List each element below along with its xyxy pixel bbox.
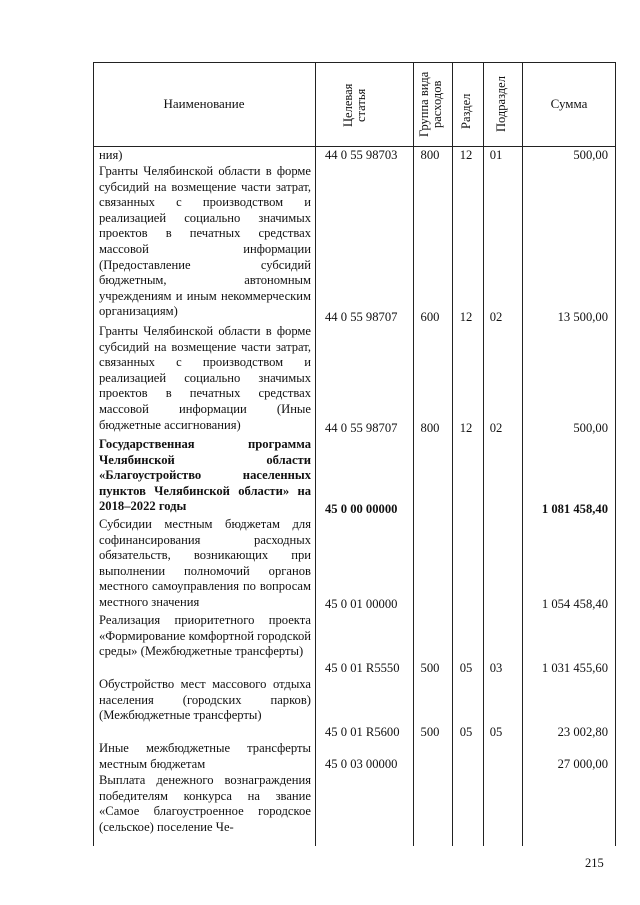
table-row [93, 164, 616, 324]
row-name: Государственная программа Челябинской области «Благоустройство населенных пунктов Челябинской области» на 2018–2022 годы [99, 437, 315, 514]
row-sum: 27 000,00 [557, 757, 608, 771]
row-sum: 1 081 458,40 [541, 502, 608, 516]
table-row [93, 148, 616, 164]
row-code: 45 0 00 00000 [325, 502, 398, 516]
row-sum: 13 500,00 [557, 310, 608, 324]
header-expense-group: Группа вида расходов [417, 71, 444, 137]
row-code: 44 0 55 98703 [325, 148, 398, 162]
header-target-article: Целевая статья [341, 83, 368, 127]
row-section: 12 [459, 310, 473, 324]
table-row [93, 324, 616, 436]
row-subsection: 01 [489, 148, 503, 162]
row-code: 45 0 01 R5550 [325, 661, 400, 675]
row-subsection: 03 [489, 661, 503, 675]
row-group: 500 [420, 725, 440, 739]
header-divider [93, 146, 616, 147]
row-section: 12 [459, 148, 473, 162]
table-row [93, 773, 616, 845]
row-sum: 1 031 455,60 [541, 661, 608, 675]
row-name: Гранты Челябинской области в форме субсидий на возмещение части затрат, связанных с производством и реализацией социально значимых проектов в печатных средствах массовой информации (Предоставление субсидий бюджетным, автономным учреждениям и иным некоммерческим организациям) [99, 164, 315, 319]
row-sum: 500,00 [573, 148, 608, 162]
row-group: 800 [420, 421, 440, 435]
table-row [93, 741, 616, 773]
row-code: 44 0 55 98707 [325, 310, 398, 324]
row-name: Выплата денежного вознаграждения победителям конкурса на звание «Самое благоустроенное городское (сельское) поселение Че- [99, 773, 315, 834]
table-row [93, 677, 616, 741]
row-group: 800 [420, 148, 440, 162]
row-code: 45 0 01 R5600 [325, 725, 400, 739]
row-name: Гранты Челябинской области в форме субсидий на возмещение части затрат, связанных с производством и реализацией социально значимых проектов в печатных средствах массовой информации (Иные бюджетные ассигнования) [99, 324, 315, 432]
row-subsection: 05 [489, 725, 503, 739]
row-code: 44 0 55 98707 [325, 421, 398, 435]
row-section: 05 [459, 661, 473, 675]
row-code: 45 0 03 00000 [325, 757, 398, 771]
row-group: 600 [420, 310, 440, 324]
row-name: Обустройство мест массового отдыха населения (городских парков) (Межбюджетные трансферты) [99, 677, 315, 723]
row-name: Субсидии местным бюджетам для софинансирования расходных обязательств, возникающих при выполнении полномочий органов местного самоуправления по вопросам местного значения [99, 517, 315, 609]
row-name: ния) [99, 148, 123, 162]
row-sum: 500,00 [573, 421, 608, 435]
table-row [93, 437, 616, 517]
row-group: 500 [420, 661, 440, 675]
row-name: Иные межбюджетные трансферты местным бюджетам [99, 741, 315, 771]
header-name: Наименование [163, 96, 245, 111]
page-number: 215 [585, 856, 604, 870]
row-subsection: 02 [489, 310, 503, 324]
row-name: Реализация приоритетного проекта «Формирование комфортной городской среды» (Межбюджетные трансферты) [99, 613, 315, 659]
header-sum: Сумма [550, 96, 588, 111]
row-section: 05 [459, 725, 473, 739]
row-sum: 1 054 458,40 [541, 597, 608, 611]
header-subsection: Подраздел [494, 76, 508, 132]
table-row [93, 613, 616, 677]
header-section: Раздел [459, 93, 473, 129]
row-section: 12 [459, 421, 473, 435]
row-subsection: 02 [489, 421, 503, 435]
table-row [93, 517, 616, 613]
row-code: 45 0 01 00000 [325, 597, 398, 611]
row-sum: 23 002,80 [557, 725, 608, 739]
